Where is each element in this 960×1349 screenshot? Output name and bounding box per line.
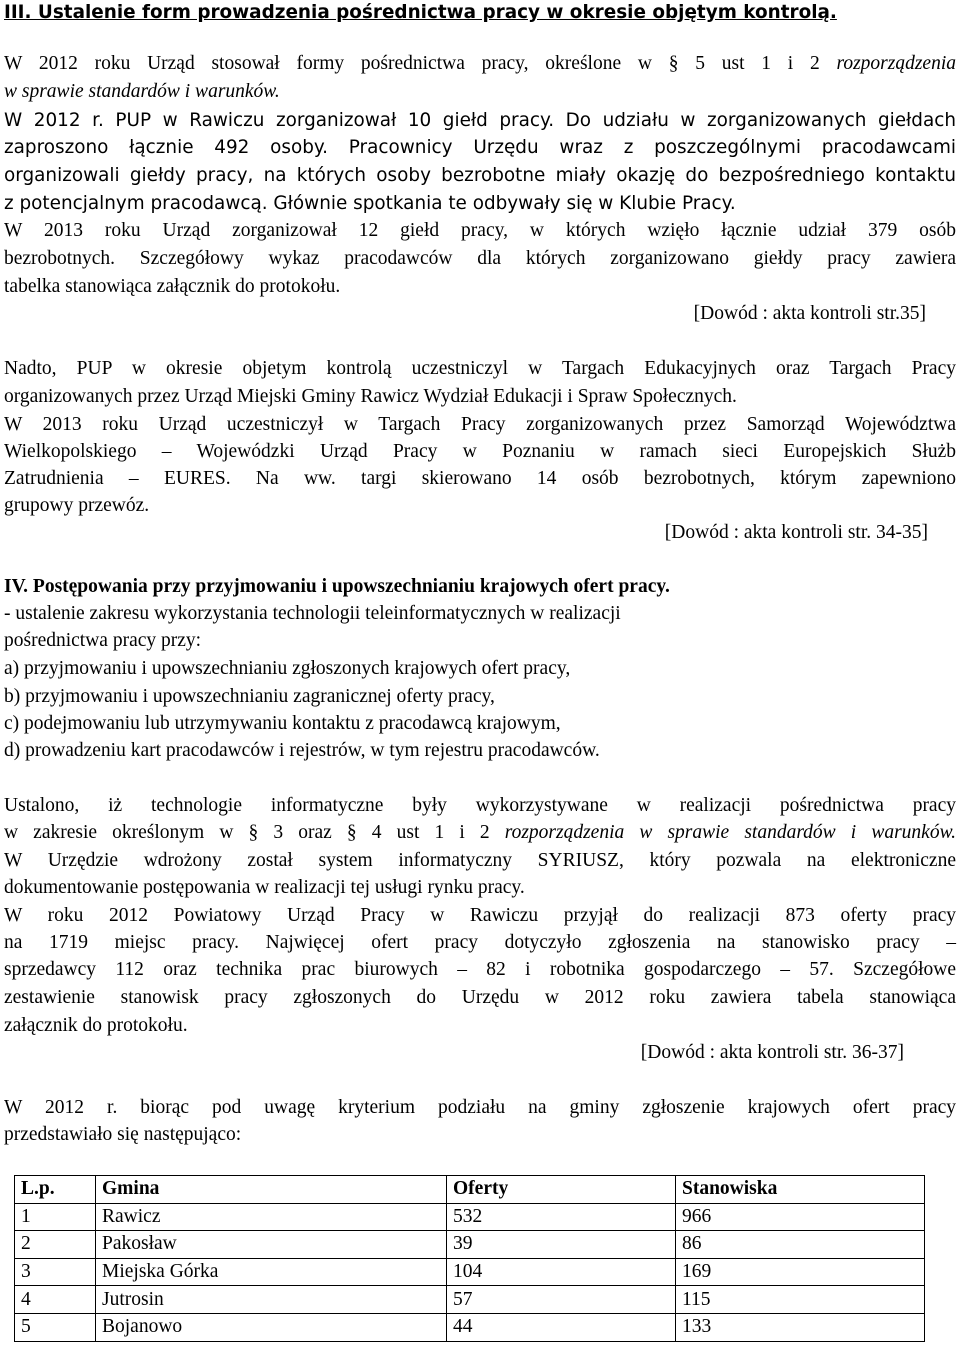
evidence-reference-3: [Dowód : akta kontroli str. 36-37]: [640, 1042, 904, 1063]
cell-stanowiska: 115: [676, 1286, 925, 1314]
offers-by-municipality-table: [14, 1175, 925, 1342]
scope-item-a: a) przyjmowaniu i upowszechnianiu zgłoszonych krajowych ofert pracy,: [4, 658, 571, 679]
paragraph-sign: §: [248, 822, 259, 843]
cell-oferty: 39: [447, 1231, 676, 1259]
section-3-heading: III. Ustalenie form prowadzenia pośrednictwa pracy w okresie objętym kontrolą.: [4, 2, 837, 23]
paragraph-4-line-4: Wielkopolskiego – Wojewódzki Urząd Pracy w Poznaniu w ramach sieci Europejskich Służb: [4, 441, 956, 462]
cell-lp: 3: [15, 1258, 96, 1286]
cell-stanowiska: 169: [676, 1258, 925, 1286]
scope-item-c: c) podejmowaniu lub utrzymywaniu kontaktu z pracodawcą krajowym,: [4, 713, 561, 734]
paragraph-4-line-1: Nadto, PUP w okresie objetym kontrolą uczestniczyl w Targach Edukacyjnych oraz Targach Pracy: [4, 358, 956, 379]
paragraph-7-line-1: W 2012 r. biorąc pod uwagę kryterium podziału na gminy zgłoszenie krajowych ofert pracy: [4, 1097, 956, 1118]
paragraph-1-line-2: w sprawie standardów i warunków.: [4, 81, 280, 102]
paragraph-5-line-4: dokumentowanie postępowania w realizacji tej usługi rynku pracy.: [4, 877, 525, 898]
cell-oferty: 532: [447, 1203, 676, 1231]
paragraph-2-line-3: organizowali giełdy pracy, na których osoby bezrobotne miały okazję do bezpośredniego kontaktu: [4, 165, 956, 186]
table-row: [15, 1286, 925, 1314]
paragraph-3-line-2: bezrobotnych. Szczegółowy wykaz pracodawców dla których zorganizowano giełdy pracy zawiera: [4, 248, 956, 269]
cell-stanowiska: 133: [676, 1313, 925, 1341]
paragraph-2-line-1: W 2012 r. PUP w Rawiczu zorganizował 10 giełd pracy. Do udziału w zorganizowanych giełdach: [4, 110, 956, 131]
section-4-heading: IV. Postępowania przy przyjmowaniu i upowszechnianiu krajowych ofert pracy.: [4, 576, 670, 597]
header-stanowiska: Stanowiska: [676, 1176, 925, 1204]
table-row: [15, 1313, 925, 1341]
paragraph-4-line-5: Zatrudnienia – EURES. Na ww. targi skierowano 14 osób bezrobotnych, którym zapewniono: [4, 468, 956, 489]
cell-gmina: Miejska Górka: [96, 1258, 447, 1286]
paragraph-sign: §: [346, 822, 357, 843]
paragraph-4-line-6: grupowy przewóz.: [4, 495, 150, 516]
scope-item-b: b) przyjmowaniu i upowszechnianiu zagranicznej oferty pracy,: [4, 686, 495, 707]
paragraph-5-line-2: w zakresie określonym w § 3 oraz § 4 ust 1 i 2 rozporządzenia w sprawie standardów i warunków.: [4, 822, 956, 843]
cell-lp: 1: [15, 1203, 96, 1231]
cell-lp: 4: [15, 1286, 96, 1314]
cell-stanowiska: 86: [676, 1231, 925, 1259]
paragraph-sign: §: [668, 53, 679, 74]
cell-lp: 5: [15, 1313, 96, 1341]
scope-line-1: - ustalenie zakresu wykorzystania technologii teleinformatycznych w realizacji: [4, 603, 621, 624]
cell-lp: 2: [15, 1231, 96, 1259]
cell-oferty: 104: [447, 1258, 676, 1286]
header-oferty: Oferty: [447, 1176, 676, 1204]
paragraph-4-line-3: W 2013 roku Urząd uczestniczył w Targach Pracy zorganizowanych przez Samorząd Województwa: [4, 414, 956, 435]
cell-stanowiska: 966: [676, 1203, 925, 1231]
paragraph-7-line-2: przedstawiało się następująco:: [4, 1124, 242, 1145]
paragraph-5-line-1: Ustalono, iż technologie informatyczne były wykorzystywane w realizacji pośrednictwa pracy: [4, 795, 956, 816]
cell-oferty: 44: [447, 1313, 676, 1341]
cell-oferty: 57: [447, 1286, 676, 1314]
paragraph-3-line-3: tabelka stanowiąca załącznik do protokołu.: [4, 276, 341, 297]
cell-gmina: Pakosław: [96, 1231, 447, 1259]
paragraph-6-line-5: załącznik do protokołu.: [4, 1015, 188, 1036]
paragraph-5-line-3: W Urzędzie wdrożony został system informatyczny SYRIUSZ, który pozwala na elektroniczne: [4, 850, 956, 871]
paragraph-1-line-1: W 2012 roku Urząd stosował formy pośrednictwa pracy, określone w § 5 ust 1 i 2 rozporządzenia: [4, 53, 956, 74]
paragraph-6-line-2: na 1719 miejsc pracy. Najwięcej ofert pracy dotyczyło zgłoszenia na stanowisko pracy –: [4, 932, 956, 953]
paragraph-2-line-4: z potencjalnym pracodawcą. Głównie spotkania te odbywały się w Klubie Pracy.: [4, 193, 736, 214]
cell-gmina: Jutrosin: [96, 1286, 447, 1314]
evidence-reference-2: [Dowód : akta kontroli str. 34-35]: [664, 522, 928, 543]
table-row: [15, 1203, 925, 1231]
cell-gmina: Rawicz: [96, 1203, 447, 1231]
table-row: [15, 1258, 925, 1286]
paragraph-6-line-3: sprzedawcy 112 oraz technika prac biurowych – 82 i robotnika gospodarczego – 57. Szczegółowe: [4, 959, 956, 980]
paragraph-2-line-2: zaproszono łącznie 492 osoby. Pracownicy Urzędu wraz z poszczególnymi pracodawcami: [4, 137, 956, 158]
scope-item-d: d) prowadzeniu kart pracodawców i rejestrów, w tym rejestru pracodawców.: [4, 740, 600, 761]
table-row: [15, 1231, 925, 1259]
header-lp: L.p.: [15, 1176, 96, 1204]
paragraph-6-line-4: zestawienie stanowisk pracy zgłoszonych do Urzędu w 2012 roku zawiera tabela stanowiąca: [4, 987, 956, 1008]
paragraph-4-line-2: organizowanych przez Urząd Miejski Gminy Rawicz Wydział Edukacji i Spraw Społecznych.: [4, 386, 737, 407]
table-header-row: [15, 1176, 925, 1204]
paragraph-6-line-1: W roku 2012 Powiatowy Urząd Pracy w Rawiczu przyjął do realizacji 873 oferty pracy: [4, 905, 956, 926]
header-gmina: Gmina: [96, 1176, 447, 1204]
scope-line-2: pośrednictwa pracy przy:: [4, 630, 202, 651]
evidence-reference-1: [Dowód : akta kontroli str.35]: [693, 303, 926, 324]
cell-gmina: Bojanowo: [96, 1313, 447, 1341]
paragraph-3-line-1: W 2013 roku Urząd zorganizował 12 giełd pracy, w których wzięło łącznie udział 379 osób: [4, 220, 956, 241]
